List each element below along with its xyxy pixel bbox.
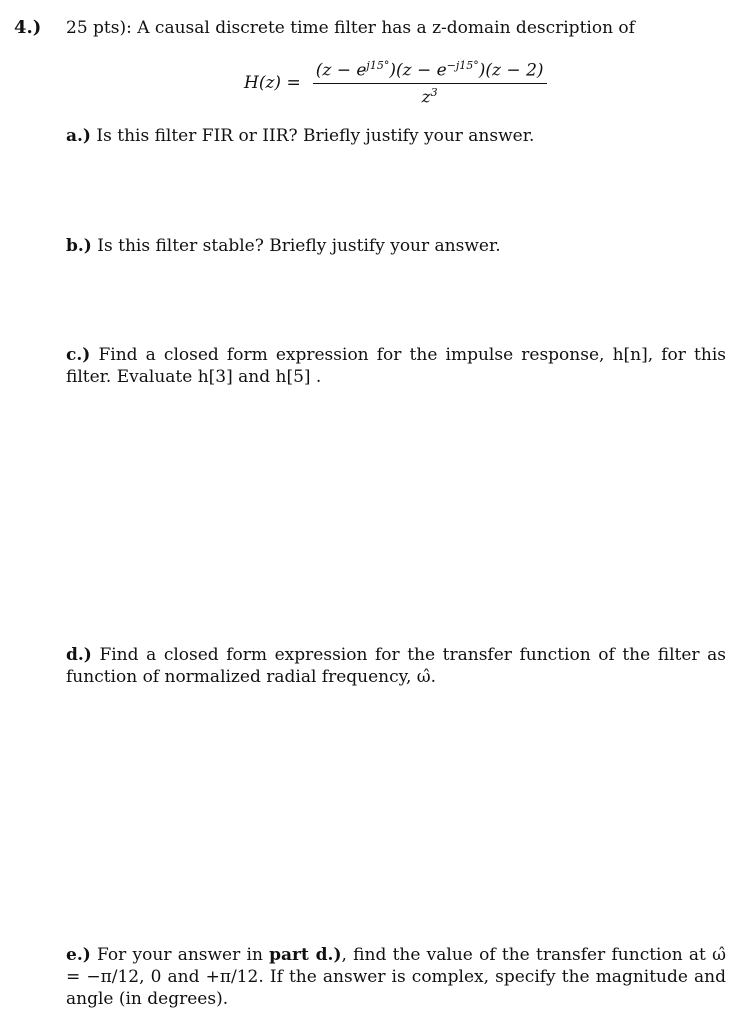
equation-fraction <box>313 59 547 107</box>
part-c <box>66 344 726 388</box>
numerator-part1: (z − e <box>315 60 367 81</box>
equation-numerator <box>313 59 547 84</box>
part-c-text: Find a closed form expression for the impulse response, h[n], for this filter. Evaluate h[3] and h[5] . <box>66 345 726 387</box>
numerator-part3: )(z − 2) <box>478 60 544 81</box>
part-e <box>66 944 726 1010</box>
denominator-exp: 3 <box>430 85 438 99</box>
equation-denominator <box>422 84 438 108</box>
part-b <box>66 235 726 257</box>
part-a <box>66 125 726 147</box>
part-e-text-after: , find the value of the transfer function at ω̂ = −π/12, 0 and +π/12. If the answer is complex, specify the magnitude and angle (in degrees). <box>66 945 727 1009</box>
part-a-label: a.) <box>66 126 91 146</box>
part-e-label: e.) <box>66 945 91 965</box>
part-e-reference: part d.) <box>269 945 342 965</box>
part-d-text: Find a closed form expression for the transfer function of the filter as function of normalized radial frequency, ω̂. <box>66 645 727 687</box>
part-b-text: Is this filter stable? Briefly justify your answer. <box>97 236 501 256</box>
numerator-part2: )(z − e <box>389 60 447 81</box>
numerator-exp1: j15° <box>366 58 390 72</box>
part-d <box>66 644 726 688</box>
part-a-text: Is this filter FIR or IIR? Briefly justify your answer. <box>96 126 535 146</box>
equation-lhs: H(z) = <box>244 73 301 93</box>
numerator-exp2: −j15° <box>446 58 479 72</box>
part-c-label: c.) <box>66 345 91 365</box>
problem-number: 4.) <box>14 17 42 38</box>
part-d-label: d.) <box>66 645 92 665</box>
problem-intro: 25 pts): A causal discrete time filter has a z-domain description of <box>66 18 635 38</box>
transfer-function-equation <box>244 58 547 108</box>
part-e-text-before: For your answer in <box>97 945 263 965</box>
denominator-base: z <box>421 87 431 108</box>
part-b-label: b.) <box>66 236 92 256</box>
